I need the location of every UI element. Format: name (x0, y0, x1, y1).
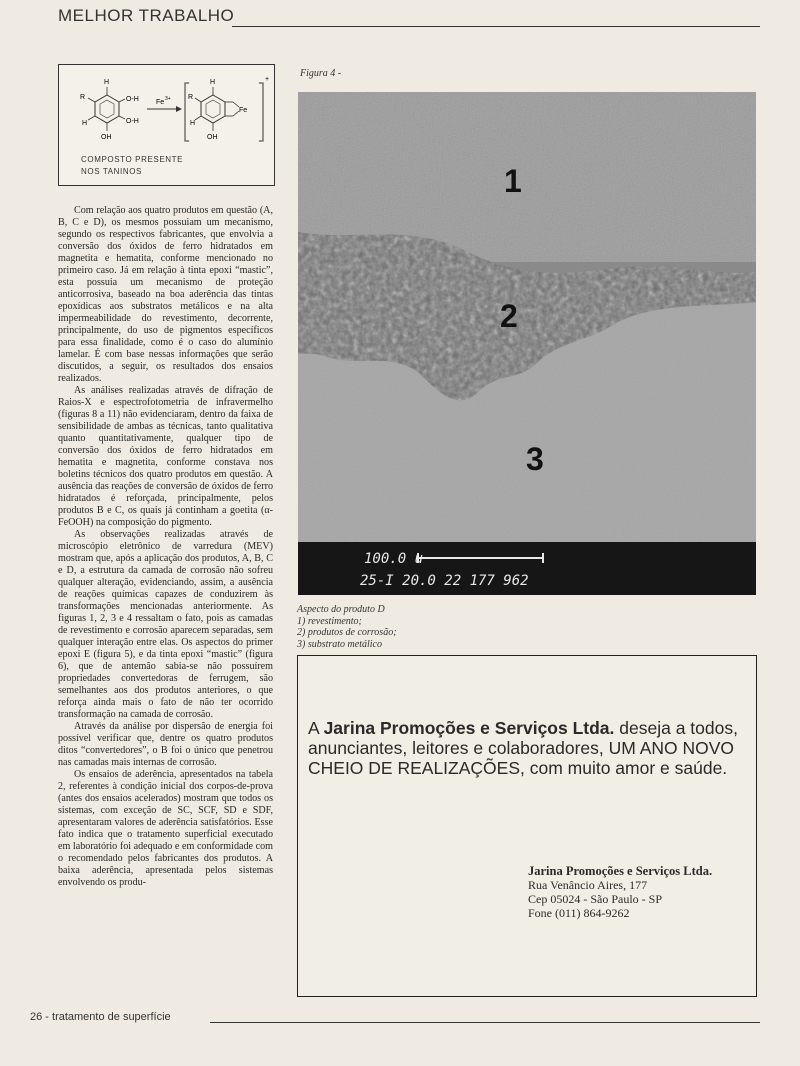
greeting-message: A Jarina Promoções e Serviços Ltda. deseja a todos, anunciantes, leitores e colaboradores, UM ANO NOVO CHEIO DE REALIZAÇÕES, com muito amor e saúde. (308, 718, 738, 778)
region-label-1: 1 (504, 163, 522, 199)
atom-label-r: R (80, 94, 86, 101)
paragraph: As observações realizadas através de microscópio eletrônico de varredura (MEV) mostram que, após a aplicação dos produtos, A, B, C e D, a estrutura da camada de corrosão não sofreu qualquer alteração, evidenciando, assim, a ausência de reações químicas capazes de conduzirem às transformações mencionadas anteriormente. As figuras 1, 2, 3 e 4 ressaltam o fato, pois as camadas de revestimento e corrosão aparecem separadas, sem qualquer interação entre elas. Os aspectos do primer epoxi E (figura 5), e da tinta epoxi “mastic” (figura 6), que de antemão sabia-se não possuírem propriedades convertedoras de ferrugem, são semelhantes aos dos produtos anteriores, o que reforça ainda mais o fato de não ter ocorrido transformação na camada de corrosão. (58, 529, 273, 720)
diagram-caption: COMPOSTO PRESENTE NOS TANINOS (81, 155, 184, 176)
paragraph: Com relação aos quatro produtos em questão (A, B, C e D), os mesmos possuiam um mecanismo, segundo os respectivos fabricantes, que envolvia a conversão dos óxidos de ferro hidratados em magnetita e hematita, conforme mencionado no primeiro caso. Já em relação à tinta epoxi “mastic”, esta possuia um mecanismo de proteção anticorrosiva, baseado na boa aderência das tintas epoxídicas aos substratos metálicos e na alta impermeabilidade do revestimento, decorrente, principalmente, do uso de pigmentos específicos para essa finalidade, como é o caso do alumínio lamelar. É com base nessas informações que serão discutidos, a seguir, os resultados dos ensaios realizados. (58, 205, 273, 384)
contact-phone: Fone (011) 864-9262 (528, 906, 630, 920)
paragraph: Através da análise por dispersão de energia foi possível verificar que, dentre os quatro produtos ditos “convertedores”, o B foi o único que penetrou nas camadas mais internas de corrosão. (58, 721, 273, 768)
contact-cep: Cep 05024 - São Paulo - SP (528, 892, 663, 906)
charge-plus-label: + (265, 76, 270, 83)
paragraph: As análises realizadas através de difração de Raios-X e espectrofotometria de infravermelho (figuras 8 a 11) não evidenciaram, dentro da faixa de sensibilidade de ambas as técnicas, tanto qualitativa quanto quantitativamente, qualquer tipo de conversão dos óxidos de ferro hidratados em hematita e magnetita, conforme constava nos boletins técnicos dos quatro produtos em questão. A ausência das reações de conversão de óxidos de ferro hidratados é reforçada, principalmente, pelos produtos B e C, os quais já continham a goetita (α-FeOOH) na composição do pigmento. (58, 385, 273, 528)
hydroxyl-label-1: O-H (126, 96, 139, 103)
iron-ion-label: Fe (156, 99, 165, 106)
page-footer: 26 - tratamento de superfície (30, 1011, 171, 1023)
section-title: MELHOR TRABALHO (58, 6, 235, 25)
figure-label: Figura 4 - (300, 68, 342, 79)
caption-item: 1) revestimento; (297, 615, 362, 627)
caption-item: 2) produtos de corrosão; (297, 627, 397, 638)
hydroxyl-label-4: OH (207, 134, 218, 141)
atom-label-h3: H (210, 79, 216, 86)
sem-micrograph (298, 92, 756, 595)
paragraph: Os ensaios de aderência, apresentados na tabela 2, referentes à condição inicial dos corpos-de-prova (antes dos ensaios acelerados) mostram que todos os sistemas, com exceção de SC, SCF, SD e SDF, apresentaram valores de aderência satisfatórios. Esse fato indica que o tratamento superficial executado em laboratório foi adequado e em conformidade com o recomendado pelos fabricantes dos produtos. A baixa aderência, apresentada pelos sistemas envolvendo os produ- (58, 769, 273, 888)
caption-title: Aspecto do produto D (297, 604, 385, 615)
article-body (58, 205, 273, 889)
greeting-advertisement (297, 655, 757, 997)
header-rule (232, 26, 760, 27)
micrograph-info: 25-I 20.0 22 177 962 (360, 573, 529, 589)
figure-caption (297, 604, 397, 650)
hydroxyl-label-3: OH (101, 134, 112, 141)
hydroxyl-label-2: O-H (126, 118, 139, 125)
chemical-diagram (58, 64, 275, 186)
contact-company: Jarina Promoções e Serviços Ltda. (528, 864, 713, 878)
footer-rule (210, 1022, 760, 1023)
region-label-3: 3 (526, 441, 544, 477)
contact-block (528, 864, 712, 920)
company-name: Jarina Promoções e Serviços Ltda. (323, 718, 615, 738)
atom-label-h4: H (190, 120, 196, 127)
contact-address: Rua Venâncio Aires, 177 (528, 878, 648, 892)
atom-label-h2: H (82, 120, 88, 127)
scale-readout: 100.0 u (364, 551, 424, 567)
iron-charge-label: 3+ (165, 96, 171, 102)
atom-label-r2: R (188, 94, 194, 101)
atom-label-h: H (104, 79, 110, 86)
chelated-iron-label: Fe (239, 107, 248, 114)
region-label-2: 2 (500, 298, 518, 334)
tannin-reaction-diagram (63, 69, 270, 154)
caption-item: 3) substrato metálico (297, 638, 382, 650)
